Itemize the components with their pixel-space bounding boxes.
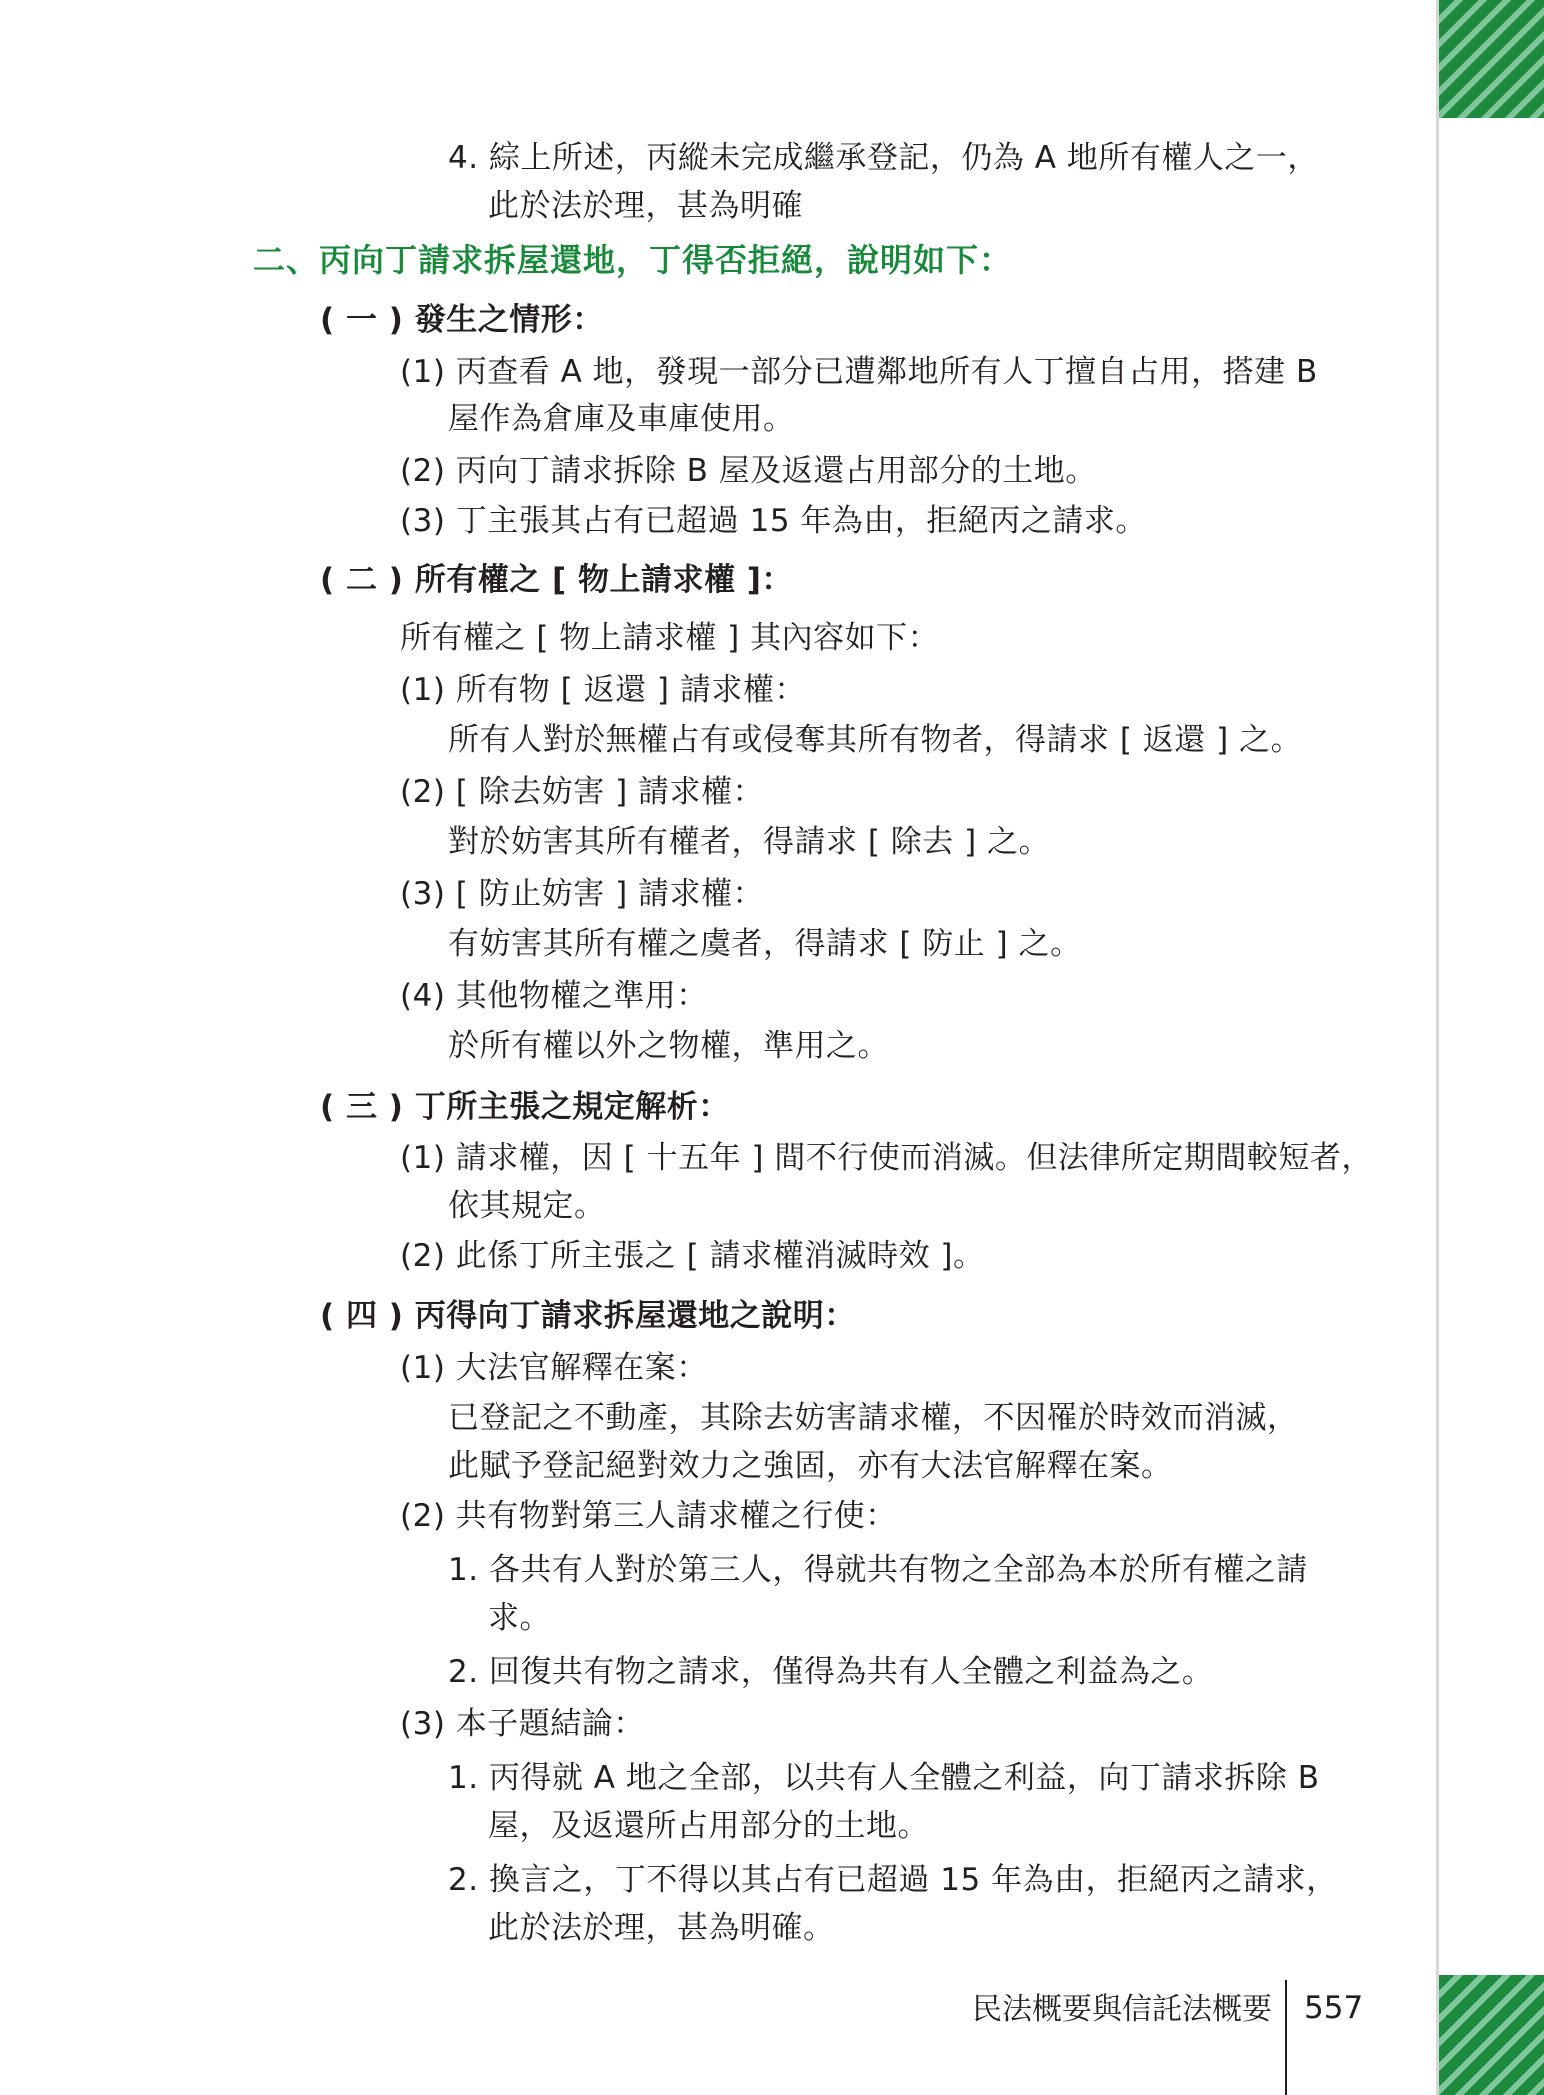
- chapter-tab-top: [1439, 0, 1544, 118]
- paragraph: 此賦予登記絕對效力之強固，亦有大法官解釋在案。: [448, 1448, 1173, 1484]
- list-item: 4. 綜上所述，丙縱未完成繼承登記，仍為 A 地所有權人之一，: [448, 140, 1319, 176]
- list-item: 此於法於理，甚為明確: [488, 188, 803, 224]
- paragraph: 所有人對於無權占有或侵奪其所有物者，得請求 [ 返還 ] 之。: [448, 722, 1303, 758]
- subsection-heading: ( 四 ) 丙得向丁請求拆屋還地之說明：: [320, 1298, 856, 1334]
- paragraph: 已登記之不動產，其除去妨害請求權，不因罹於時效而消滅，: [448, 1400, 1299, 1436]
- list-item: (1) 大法官解釋在案：: [400, 1350, 708, 1386]
- page-number: 557: [1304, 1990, 1364, 2026]
- page-edge: [1436, 0, 1544, 2095]
- subsection-heading: ( 二 ) 所有權之 [ 物上請求權 ]：: [320, 562, 793, 598]
- list-item: 1. 各共有人對於第三人，得就共有物之全部為本於所有權之請: [448, 1552, 1308, 1588]
- list-item: (1) 丙查看 A 地，發現一部分已遭鄰地所有人丁擅自占用，搭建 B: [400, 354, 1318, 390]
- list-item: (1) 請求權，因 [ 十五年 ] 間不行使而消滅。但法律所定期間較短者，: [400, 1140, 1373, 1176]
- list-item: (2) 共有物對第三人請求權之行使：: [400, 1498, 897, 1534]
- list-item: (4) 其他物權之準用：: [400, 978, 708, 1014]
- paragraph: 有妨害其所有權之虞者，得請求 [ 防止 ] 之。: [448, 926, 1082, 962]
- paragraph: 所有權之 [ 物上請求權 ] 其內容如下：: [400, 620, 940, 656]
- list-item: 求。: [488, 1600, 551, 1636]
- list-item: 此於法於理，甚為明確。: [488, 1910, 835, 1946]
- subsection-heading: ( 一 ) 發生之情形：: [320, 302, 604, 338]
- list-item: (2) 丙向丁請求拆除 B 屋及返還占用部分的土地。: [400, 453, 1097, 489]
- paragraph: 於所有權以外之物權，準用之。: [448, 1028, 889, 1064]
- list-item: (3) [ 防止妨害 ] 請求權：: [400, 876, 765, 912]
- list-item: (1) 所有物 [ 返還 ] 請求權：: [400, 672, 806, 708]
- chapter-tab-bottom: [1439, 1975, 1544, 2095]
- book-title: 民法概要與信託法概要: [972, 1992, 1272, 2027]
- list-item: (3) 本子題結論：: [400, 1706, 645, 1742]
- list-item: 1. 丙得就 A 地之全部，以共有人全體之利益，向丁請求拆除 B: [448, 1760, 1320, 1796]
- list-item: 依其規定。: [448, 1188, 606, 1224]
- list-item: (2) [ 除去妨害 ] 請求權：: [400, 774, 765, 810]
- section-heading: 二、丙向丁請求拆屋還地，丁得否拒絕，說明如下：: [253, 241, 1013, 279]
- footer-divider: [1285, 1980, 1287, 2095]
- list-item: 屋，及返還所占用部分的土地。: [488, 1808, 929, 1844]
- subsection-heading: ( 三 ) 丁所主張之規定解析：: [320, 1089, 730, 1125]
- list-item: 屋作為倉庫及車庫使用。: [448, 401, 795, 437]
- paragraph: 對於妨害其所有權者，得請求 [ 除去 ] 之。: [448, 824, 1051, 860]
- list-item: (2) 此係丁所主張之 [ 請求權消滅時效 ]。: [400, 1238, 985, 1274]
- list-item: 2. 回復共有物之請求，僅得為共有人全體之利益為之。: [448, 1654, 1214, 1690]
- list-item: 2. 換言之，丁不得以其占有已超過 15 年為由，拒絕丙之請求，: [448, 1862, 1338, 1898]
- list-item: (3) 丁主張其占有已超過 15 年為由，拒絕丙之請求。: [400, 503, 1147, 539]
